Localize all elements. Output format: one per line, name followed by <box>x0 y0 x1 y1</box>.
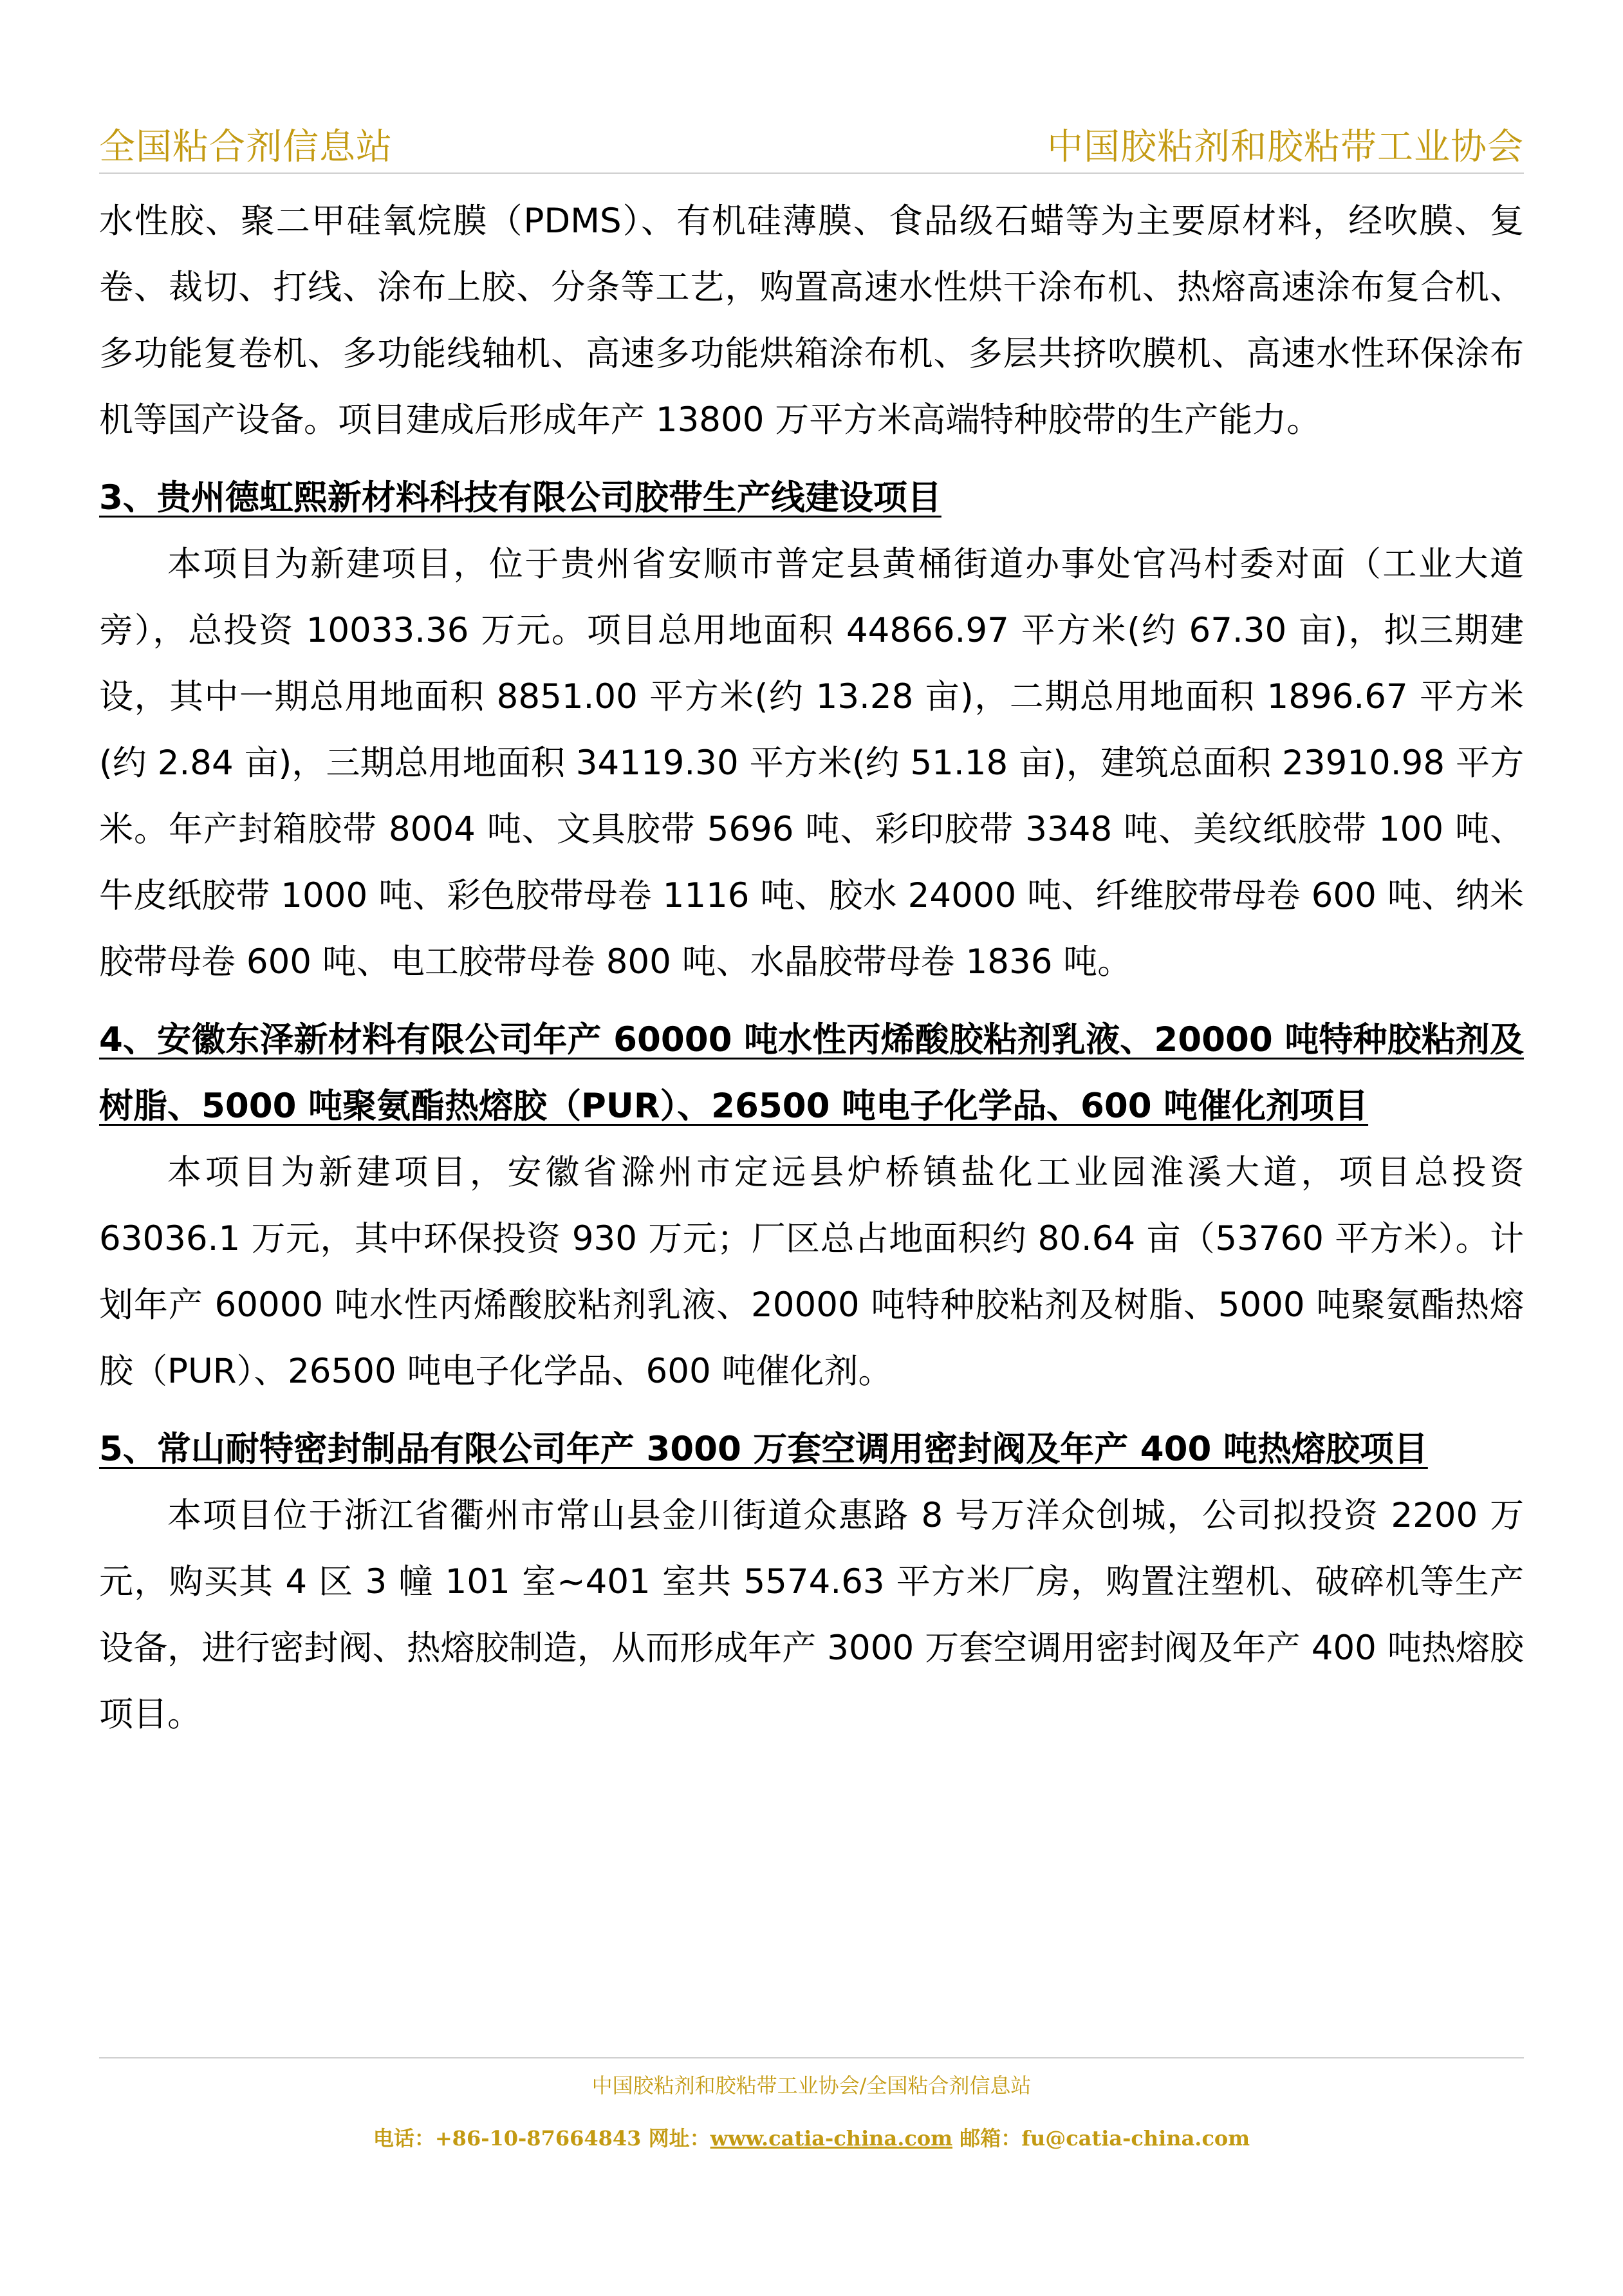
section-body: 本项目为新建项目，安徽省滁州市定远县炉桥镇盐化工业园淮溪大道，项目总投资 63036.1 万元，其中环保投资 930 万元；厂区总占地面积约 80.64 亩（53760 平方米）。计划年产 60000 吨水性丙烯酸胶粘剂乳液、20000 吨特种胶粘剂及树脂、5000 吨聚氨酯热熔胶（PUR）、26500 吨电子化学品、600 吨催化剂。 <box>99 1153 1524 1391</box>
header-right-title: 中国胶粘剂和胶粘带工业协会 <box>1047 126 1524 168</box>
footer-organization: 中国胶粘剂和胶粘带工业协会/全国粘合剂信息站 <box>591 2073 1032 2098</box>
footer-website-link[interactable]: www.catia-china.com <box>710 2126 953 2151</box>
document-body <box>99 188 1524 1748</box>
section-5 <box>99 1416 1524 1748</box>
footer-divider <box>99 2057 1524 2058</box>
footer-email: 邮箱：fu@catia-china.com <box>952 2126 1250 2151</box>
section-heading: 4、安徽东泽新材料有限公司年产 60000 吨水性丙烯酸胶粘剂乳液、20000 吨特种胶粘剂及树脂、5000 吨聚氨酯热熔胶（PUR）、26500 吨电子化学品、600 吨催化剂项目 <box>99 1020 1524 1126</box>
footer-contact <box>0 2120 1623 2156</box>
page-footer <box>0 2067 1623 2156</box>
header-left-title: 全国粘合剂信息站 <box>99 126 393 168</box>
section-3 <box>99 465 1524 995</box>
section-heading: 5、常山耐特密封制品有限公司年产 3000 万套空调用密封阀及年产 400 吨热熔胶项目 <box>99 1430 1428 1469</box>
section-body: 本项目为新建项目，位于贵州省安顺市普定县黄桶街道办事处官冯村委对面（工业大道旁），总投资 10033.36 万元。项目总用地面积 44866.97 平方米(约 67.30 亩)，拟三期建设，其中一期总用地面积 8851.00 平方米(约 13.28 亩)，二期总用地面积 1896.67 平方米(约 2.84 亩)，三期总用地面积 34119.30 平方米(约 51.18 亩)，建筑总面积 23910.98 平方米。年产封箱胶带 8004 吨、文具胶带 5696 吨、彩印胶带 3348 吨、美纹纸胶带 100 吨、牛皮纸胶带 1000 吨、彩色胶带母卷 1116 吨、胶水 24000 吨、纤维胶带母卷 600 吨、纳米胶带母卷 600 吨、电工胶带母卷 800 吨、水晶胶带母卷 1836 吨。 <box>99 545 1524 982</box>
intro-paragraph: 水性胶、聚二甲硅氧烷膜（PDMS）、有机硅薄膜、食品级石蜡等为主要原材料，经吹膜、复卷、裁切、打线、涂布上胶、分条等工艺，购置高速水性烘干涂布机、热熔高速涂布复合机、多功能复卷机、多功能线轴机、高速多功能烘箱涂布机、多层共挤吹膜机、高速水性环保涂布机等国产设备。项目建成后形成年产 13800 万平方米高端特种胶带的生产能力。 <box>99 201 1524 440</box>
section-4 <box>99 1007 1524 1405</box>
section-body: 本项目位于浙江省衢州市常山县金川街道众惠路 8 号万洋众创城，公司拟投资 2200 万元，购买其 4 区 3 幢 101 室~401 室共 5574.63 平方米厂房，购置注塑机、破碎机等生产设备，进行密封阀、热熔胶制造，从而形成年产 3000 万套空调用密封阀及年产 400 吨热熔胶项目。 <box>99 1496 1524 1734</box>
footer-phone: 电话：+86-10-87664843 网址： <box>373 2126 710 2151</box>
page-header <box>99 115 1524 174</box>
section-heading: 3、贵州德虹熙新材料科技有限公司胶带生产线建设项目 <box>99 478 941 518</box>
